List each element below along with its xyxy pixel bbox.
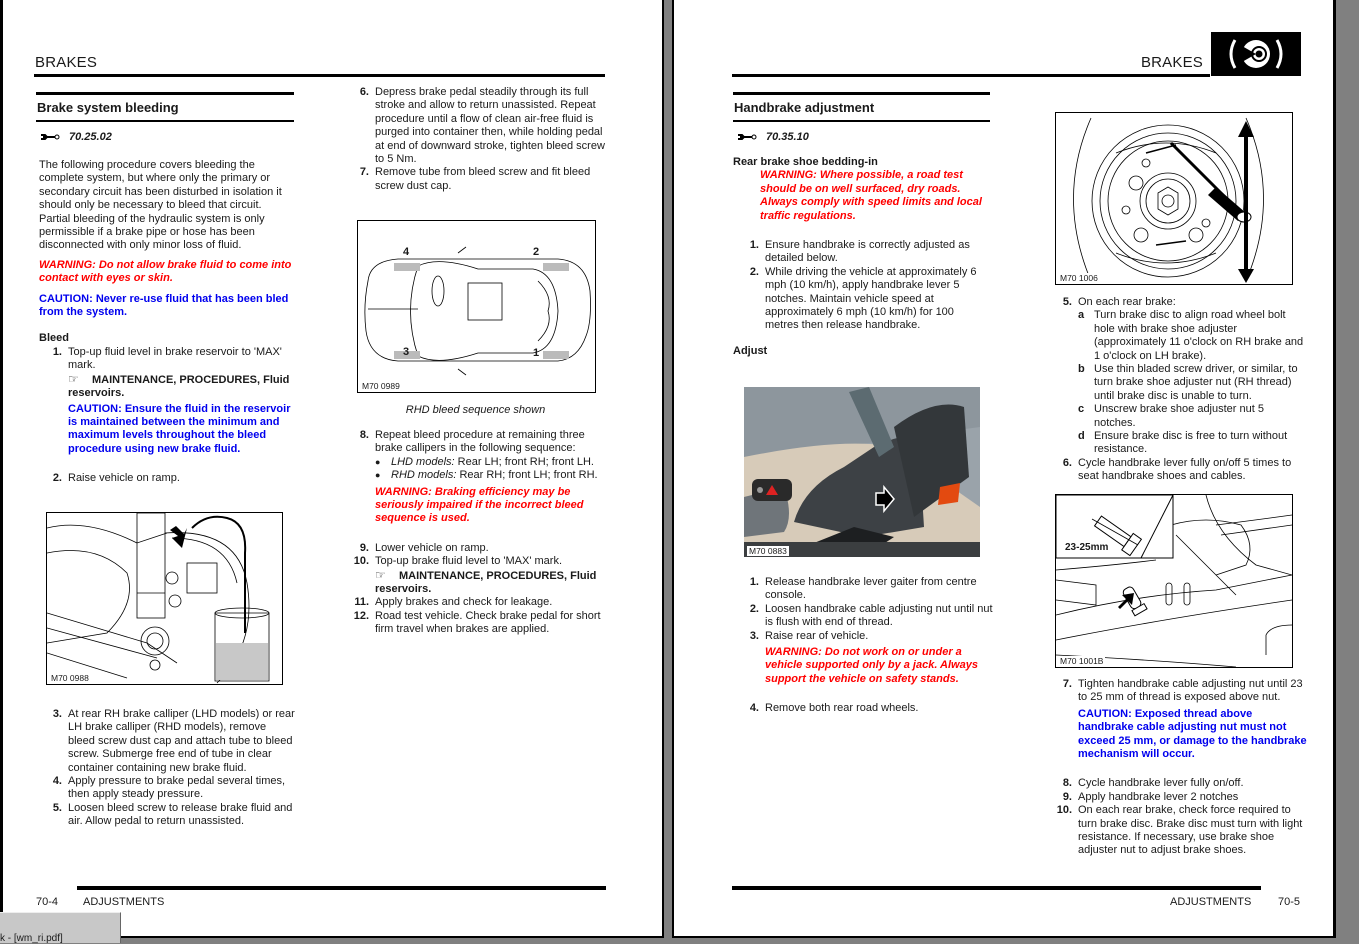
substep-a — [1078, 309, 1306, 363]
step-3 — [36, 708, 296, 775]
figure-label: M70 1001B — [1060, 656, 1104, 666]
taskbar-window-tooltip[interactable] — [0, 912, 121, 943]
handbrake-lever-photo — [744, 387, 980, 557]
op-code-value: 70.35.10 — [766, 131, 809, 143]
bullet-icon: ● — [375, 470, 381, 481]
bullet-item — [375, 456, 611, 469]
step-text: At rear RH brake calliper (LHD models) or rear LH brake calliper (RHD models), remove bleed screw dust cap and attach tube to bleed screw. Submerge free end of tube in clear container containing new brake fluid. — [68, 708, 295, 774]
figure-caption: RHD bleed sequence shown — [405, 404, 546, 416]
adjust-steps-column-2-lower — [1046, 678, 1308, 858]
figure-brake-shoe-adjuster — [1055, 112, 1293, 285]
step-text: While driving the vehicle at approximately 6 mph (10 km/h), apply handbrake lever 5 notches. Maintain vehicle speed at approximately 6 mph (10 km/h) for 100 metres then release handbrake. — [765, 265, 977, 332]
bullet-label: LHD models: — [391, 455, 455, 468]
adjust-step-1 — [733, 576, 993, 603]
callout-number: 3 — [403, 346, 410, 358]
step-text: Apply brakes and check for leakage. — [375, 596, 553, 609]
substep-letter: c — [1078, 403, 1085, 416]
step-2 — [36, 472, 294, 485]
bedding-steps — [733, 239, 990, 333]
left-page — [0, 0, 664, 938]
left-column-1-lower — [36, 708, 296, 829]
step-number: 4. — [749, 702, 759, 715]
step-number: 2. — [749, 602, 759, 615]
step-10 — [343, 555, 611, 596]
step-number: 2. — [749, 265, 759, 278]
callout-number: 4 — [403, 246, 410, 258]
brakes-section-logo — [1211, 32, 1301, 76]
adjust-step-5 — [1046, 296, 1306, 457]
adjust-step-9 — [1046, 791, 1308, 804]
step-text: Repeat bleed procedure at remaining three brake callipers in the following sequence: — [375, 429, 585, 455]
pointing-hand-icon: ☞ — [375, 567, 386, 582]
car-top-view-illustration — [358, 221, 595, 392]
step-text: Cycle handbrake lever fully on/off 5 times to seat handbrake shoes and cables. — [1078, 456, 1292, 483]
step-number: 12. — [353, 609, 369, 622]
substep-d — [1078, 430, 1306, 457]
adjust-step-2 — [733, 603, 993, 630]
step-text: Apply handbrake lever 2 notches — [1078, 790, 1239, 803]
step-text: Top-up brake fluid level to 'MAX' mark. — [375, 555, 562, 568]
step-6 — [343, 86, 608, 166]
substep-c — [1078, 403, 1306, 430]
step-text: Apply pressure to brake pedal several times, then apply steady pressure. — [68, 775, 286, 801]
substep-letter: b — [1078, 363, 1085, 376]
bullet-label: RHD models: — [391, 469, 457, 482]
step-number: 5. — [52, 801, 62, 814]
caution-text: CAUTION: Ensure the fluid in the reservoir is maintained between the minimum and maximum levels throughout the bleed procedure using new brake fluid. — [68, 402, 291, 455]
reference-link[interactable]: MAINTENANCE, PROCEDURES, Fluid reservoirs. — [375, 569, 597, 596]
step-number: 2. — [52, 472, 62, 485]
step-number: 10. — [353, 555, 369, 568]
step-5 — [36, 802, 296, 829]
page-number: 70-5 — [1278, 896, 1301, 908]
page-header: BRAKES — [1140, 54, 1203, 71]
footer-rule — [732, 886, 1261, 890]
pointing-hand-icon: ☞ — [68, 371, 79, 386]
adjust-step-10 — [1046, 804, 1308, 858]
step-text: On each rear brake, check force required to turn brake disc. Brake disc must turn with light resistance. If necessary, use brake shoe adjuster nut to adjust brake shoes. — [1078, 804, 1303, 857]
step-text: Remove both rear road wheels. — [765, 702, 919, 715]
figure-label: M70 0989 — [362, 381, 400, 391]
step-number: 5. — [1062, 296, 1072, 308]
adjust-steps-column-2 — [1046, 296, 1306, 484]
step-number: 10. — [1056, 804, 1072, 817]
op-code — [738, 131, 990, 143]
figure-label: M70 1006 — [1060, 273, 1098, 283]
step-number: 1. — [749, 239, 759, 252]
adjust-step-4 — [733, 702, 993, 715]
step-text: Remove tube from bleed screw and fit bleed screw dust cap. — [375, 166, 591, 192]
step-number: 8. — [359, 429, 369, 441]
callout-number: 2 — [533, 246, 540, 258]
figure-cable-adjusting-nut — [1055, 494, 1293, 668]
step-number: 6. — [1062, 456, 1072, 469]
step-number: 8. — [1062, 777, 1072, 790]
caution-text: CAUTION: Never re-use fluid that has been bled from the system. — [39, 292, 289, 319]
step-text: Loosen handbrake cable adjusting nut until nut is flush with end of thread. — [765, 602, 993, 629]
right-page — [672, 0, 1336, 938]
figure-label: M70 0883 — [749, 546, 787, 556]
figure-label: M70 0988 — [51, 673, 89, 683]
figure-handbrake-photo — [744, 387, 980, 557]
header-rule — [34, 74, 605, 77]
step-text: Lower vehicle on ramp. — [375, 541, 489, 554]
step-7 — [343, 166, 608, 193]
step-text: Ensure handbrake is correctly adjusted as detailed below. — [765, 239, 970, 265]
bedding-step-1 — [733, 239, 990, 266]
step-text: Raise rear of vehicle. — [765, 629, 869, 642]
subheading-bleed: Bleed — [39, 332, 69, 345]
substep-text: Use thin bladed screw driver, or similar, to turn brake shoe adjuster nut (RH thread) until brake disc is unable to turn. — [1094, 363, 1298, 402]
adjust-step-7 — [1046, 678, 1308, 761]
bedding-step-2 — [733, 266, 990, 333]
step-11 — [343, 596, 611, 609]
step-text: Road test vehicle. Check brake pedal for short firm travel when brakes are applied. — [375, 609, 601, 636]
substep-text: Turn brake disc to align road wheel bolt hole with brake shoe adjuster (approximately 11 o'clock on RH brake and 1 o'clock on LH brake). — [1094, 309, 1304, 362]
step-number: 1. — [749, 576, 759, 588]
adjust-step-6 — [1046, 457, 1306, 484]
step-text: Depress brake pedal steadily through its full stroke and allow to return unassisted. Repeat procedure until a flow of clean air-free fluid is purged into container then, while holding pedal at end of downward stroke, tighten bleed screw to 5 Nm. — [375, 86, 605, 166]
brake-disc-icon — [1211, 32, 1301, 76]
op-code — [41, 131, 294, 143]
step-number: 3. — [52, 708, 62, 720]
warning-text: WARNING: Do not work on or under a vehicle supported only by a jack. Always support the vehicle on safety stands. — [765, 646, 978, 685]
cable-adjusting-nut-illustration — [1056, 495, 1292, 667]
bullet-item — [375, 469, 611, 482]
reference-link[interactable]: MAINTENANCE, PROCEDURES, Fluid reservoirs. — [68, 373, 290, 400]
step-number: 7. — [359, 166, 369, 179]
left-column-1 — [36, 92, 294, 486]
step-text: Release handbrake lever gaiter from centre console. — [765, 576, 977, 602]
step-text: Tighten handbrake cable adjusting nut until 23 to 25 mm of thread is exposed above nut. — [1078, 678, 1303, 704]
adjust-steps-column-1 — [733, 576, 993, 716]
footer-section: ADJUSTMENTS — [1170, 896, 1252, 908]
step-number: 4. — [52, 775, 62, 788]
wrench-icon — [41, 132, 61, 142]
step-number: 9. — [1062, 790, 1072, 803]
section-rule-bottom — [36, 120, 294, 122]
brake-shoe-adjuster-illustration — [1056, 113, 1292, 284]
substep-text: Unscrew brake shoe adjuster nut 5 notches. — [1094, 403, 1264, 429]
page-number: 70-4 — [36, 896, 59, 908]
header-rule — [732, 74, 1210, 77]
bullet-text: Rear LH; front RH; front LH. — [454, 455, 594, 468]
caution-text: CAUTION: Exposed thread above handbrake cable adjusting nut must not exceed 25 mm, or damage to the handbrake mechanism will occur. — [1078, 707, 1307, 761]
subheading-adjust: Adjust — [733, 344, 768, 357]
cross-reference[interactable] — [375, 569, 611, 597]
callout-number: 1 — [533, 347, 540, 359]
step-12 — [343, 610, 611, 637]
substep-b — [1078, 363, 1306, 403]
figure-bleed-screw — [46, 512, 283, 685]
step-text: Cycle handbrake lever fully on/off. — [1078, 777, 1244, 790]
step-text: Top-up fluid level in brake reservoir to 'MAX' mark. — [68, 345, 282, 372]
right-column-1 — [733, 92, 990, 358]
cross-reference[interactable] — [68, 373, 294, 401]
op-code-value: 70.25.02 — [69, 131, 112, 143]
adjust-step-3 — [733, 630, 993, 687]
step-number: 7. — [1062, 678, 1072, 690]
section-title: Brake system bleeding — [37, 100, 179, 115]
page-header: BRAKES — [35, 54, 98, 71]
step-number: 1. — [52, 345, 62, 358]
dimension-label: 23-25mm — [1065, 542, 1109, 553]
step-text: Loosen bleed screw to release brake fluid and air. Allow pedal to return unassisted. — [68, 801, 293, 828]
left-column-2 — [343, 86, 608, 193]
substep-text: Ensure brake disc is free to turn without resistance. — [1094, 430, 1288, 456]
step-number: 9. — [359, 541, 369, 554]
step-8 — [343, 429, 611, 526]
step-9 — [343, 542, 611, 555]
bullet-text: Rear RH; front LH; front RH. — [456, 469, 598, 482]
substep-letter: d — [1078, 430, 1085, 443]
footer-rule — [77, 886, 606, 890]
warning-text: WARNING: Braking efficiency may be seriously impaired if the incorrect bleed sequence is used. — [375, 485, 584, 525]
intro-paragraph: The following procedure covers bleeding the complete system, but where only the primary or secondary circuit has been disturbed in isolation it should only be necessary to bleed that circuit. Partial bleeding of the hydraulic system is only permissible if a brake pipe or hose has been disconnected with only minor loss of fluid. — [39, 159, 282, 252]
step-text: On each rear brake: — [1078, 296, 1176, 308]
warning-text: WARNING: Where possible, a road test should be on well surfaced, dry roads. Always comply with speed limits and local traffic regulations. — [760, 169, 982, 222]
tooltip-text: k - [wm_ri.pdf] — [0, 933, 63, 944]
step-number: 11. — [354, 596, 369, 609]
bleed-screw-illustration — [47, 513, 282, 684]
step-4 — [36, 775, 296, 802]
bullet-icon: ● — [375, 456, 381, 467]
wrench-icon — [738, 132, 758, 142]
step-1 — [36, 346, 294, 456]
step-text: Raise vehicle on ramp. — [68, 472, 180, 485]
section-title: Handbrake adjustment — [734, 100, 875, 115]
section-rule-bottom — [733, 120, 990, 122]
substep-letter: a — [1078, 309, 1085, 322]
figure-bleed-sequence — [357, 220, 596, 393]
warning-text: WARNING: Do not allow brake fluid to come into contact with eyes or skin. — [39, 258, 292, 285]
subheading-bedding-in: Rear brake shoe bedding-in — [733, 156, 878, 168]
step-number: 3. — [749, 629, 759, 642]
left-column-2-lower — [343, 429, 611, 637]
adjust-step-8 — [1046, 777, 1308, 790]
footer-section: ADJUSTMENTS — [83, 896, 165, 908]
step-number: 6. — [359, 86, 369, 98]
